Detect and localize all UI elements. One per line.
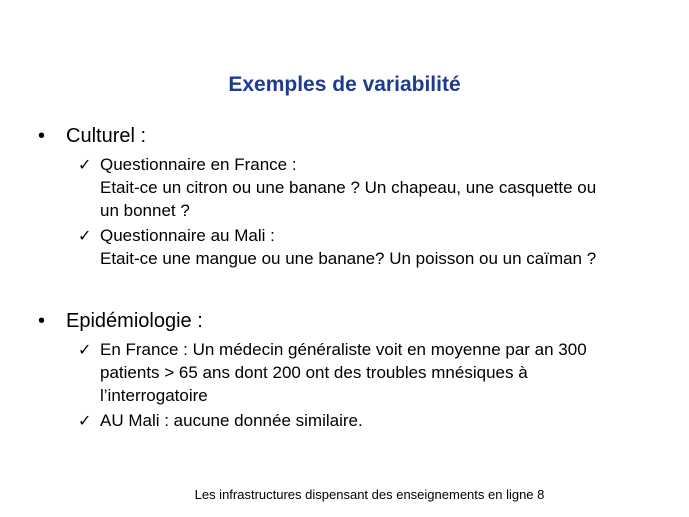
- sub-list: [78, 338, 668, 432]
- bullet-heading: Culturel :: [66, 125, 147, 147]
- sub-item-text: [100, 153, 596, 222]
- sub-item-text: [100, 224, 596, 270]
- slide-footer: Les infrastructures dispensant des enseignements en ligne 8: [194, 487, 545, 502]
- sub-item: [78, 224, 668, 270]
- text-line: Questionnaire au Mali :: [100, 226, 275, 245]
- bullet-icon: •: [38, 125, 46, 147]
- sub-list: [78, 153, 668, 270]
- text-line: patients > 65 ans dont 200 ont des troubles mnésiques à: [100, 363, 528, 382]
- text-line: Etait-ce une mangue ou une banane? Un poisson ou un caïman ?: [100, 249, 597, 268]
- bullet-heading: Epidémiologie :: [66, 310, 203, 332]
- sub-item-text: [100, 338, 587, 407]
- checkmark-icon: ✓: [78, 155, 92, 174]
- text-line: l’interrogatoire: [100, 386, 208, 405]
- bullet-item: [38, 123, 668, 149]
- text-line: Etait-ce un citron ou une banane ? Un chapeau, une casquette ou: [100, 178, 597, 197]
- bullet-icon: •: [38, 310, 46, 332]
- sub-item: [78, 409, 668, 432]
- checkmark-icon: ✓: [78, 340, 92, 359]
- checkmark-icon: ✓: [78, 411, 92, 430]
- slide-title: Exemples de variabilité: [228, 73, 461, 96]
- text-line: Questionnaire en France :: [100, 155, 297, 174]
- text-line: En France : Un médecin généraliste voit en moyenne par an 300: [100, 340, 587, 359]
- sub-item-text: [100, 409, 363, 432]
- sub-item: [78, 338, 668, 407]
- checkmark-icon: ✓: [78, 226, 92, 245]
- text-line: AU Mali : aucune donnée similaire.: [100, 411, 363, 430]
- bullet-item: [38, 308, 668, 334]
- text-line: un bonnet ?: [100, 201, 190, 220]
- section-epidemiologie: [38, 308, 668, 434]
- section-culturel: [38, 123, 668, 272]
- sub-item: [78, 153, 668, 222]
